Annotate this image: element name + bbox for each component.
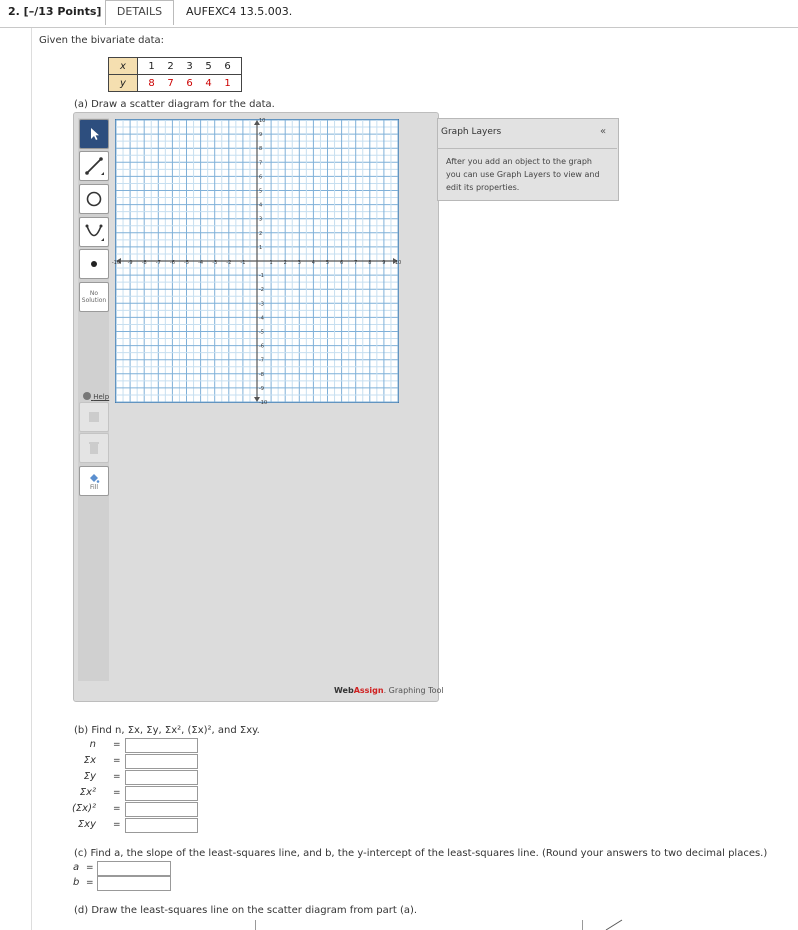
point-icon (89, 259, 99, 269)
circle-icon (84, 189, 104, 209)
help-label: Help (93, 393, 110, 401)
x-tick-label: -3 (212, 260, 218, 266)
x-tick-label: 3 (297, 260, 301, 266)
no-solution-label-1: No (89, 290, 99, 297)
circle-tool-button[interactable] (79, 184, 109, 214)
y-tick-label: 1 (259, 244, 263, 251)
x-tick-label: 1 (269, 260, 273, 266)
x-value: 2 (167, 60, 174, 72)
y-value: 4 (205, 77, 212, 89)
layers-divider (437, 148, 617, 149)
y-tick-label: -6 (259, 343, 264, 350)
part-c-answer-input[interactable] (97, 876, 171, 891)
x-tick-label: 4 (311, 260, 315, 266)
part-b-label: Σx (83, 755, 96, 766)
problem-code: AUFEXC4 13.5.003. (186, 5, 293, 18)
parabola-icon (83, 221, 105, 243)
equals-sign: = (113, 820, 121, 830)
part-b-label: Σx² (79, 787, 96, 798)
part-b-answer-input[interactable] (125, 770, 198, 785)
part-b-answer-input[interactable] (125, 738, 198, 753)
prompt-text: Given the bivariate data: (39, 35, 165, 46)
part-b-answer-input[interactable] (125, 754, 198, 769)
equals-sign: = (113, 772, 121, 782)
x-tick-label: 9 (382, 260, 386, 266)
line-tool-button[interactable] (79, 151, 109, 181)
x-tick-label: -4 (198, 260, 204, 266)
equals-sign: = (86, 863, 94, 873)
graph-layers-description: After you add an object to the graph you can use Graph Layers to view and edit its properties. (446, 157, 600, 192)
brand-assign: Assign (353, 686, 384, 695)
x-tick-label: -1 (240, 260, 246, 266)
delete-layer-button[interactable] (79, 402, 109, 432)
x-tick-label: -8 (141, 260, 147, 266)
equals-sign: = (113, 756, 121, 766)
y-value: 8 (148, 77, 155, 89)
y-tick-label: 5 (259, 188, 263, 195)
help-link[interactable] (83, 392, 109, 401)
part-c-label: b (73, 877, 80, 888)
graph-fragment (582, 920, 583, 930)
equals-sign: = (113, 788, 121, 798)
y-tick-label: 7 (259, 160, 263, 167)
bivariate-data-table (108, 57, 242, 92)
part-d-prompt: (d) Draw the least-squares line on the scatter diagram from part (a). (74, 905, 418, 916)
part-b-prompt: (b) Find n, Σx, Σy, Σx², (Σx)², and Σxy. (74, 725, 260, 736)
y-tick-label: -1 (259, 273, 264, 280)
part-c-answer-input[interactable] (97, 861, 171, 876)
x-tick-label: 5 (325, 260, 330, 266)
x-tick-label: -9 (127, 260, 133, 266)
part-c-prompt: (c) Find a, the slope of the least-squares line, and b, the y-intercept of the least-squares line. (Round your answers to two decimal places.) (74, 848, 768, 859)
y-tick-label: -5 (259, 329, 264, 336)
y-header: y (109, 75, 138, 92)
x-value: 3 (186, 60, 193, 72)
x-value: 1 (148, 60, 155, 72)
x-value: 5 (205, 60, 212, 72)
part-b-label: (Σx)² (71, 803, 96, 814)
y-tick-label: -10 (259, 400, 268, 406)
x-tick-label: -5 (184, 260, 189, 266)
x-tick-label: -2 (226, 260, 232, 266)
x-header: x (109, 58, 138, 75)
no-solution-button[interactable] (79, 282, 109, 312)
brand-suffix: . Graphing Tool (383, 686, 444, 695)
line-segment-icon (83, 155, 105, 177)
collapse-icon[interactable]: « (600, 126, 607, 137)
trash-icon (88, 441, 100, 455)
coordinate-grid (111, 118, 402, 406)
x-tick-label: 10 (394, 260, 402, 266)
y-value: 6 (186, 77, 193, 89)
square-icon (89, 412, 99, 422)
y-tick-label: 4 (259, 202, 263, 209)
y-value: 7 (167, 77, 174, 89)
fill-button[interactable] (79, 466, 109, 496)
select-tool-button[interactable] (79, 119, 109, 149)
part-a-prompt: (a) Draw a scatter diagram for the data. (74, 99, 275, 110)
y-values (138, 75, 242, 92)
part-b-label: n (89, 739, 96, 750)
y-tick-label: 3 (259, 216, 263, 223)
y-tick-label: -7 (259, 357, 264, 364)
x-tick-label: -10 (111, 260, 121, 266)
y-tick-label: 2 (259, 230, 263, 237)
details-tab[interactable]: DETAILS (105, 0, 174, 25)
fill-label: Fill (89, 483, 98, 491)
x-tick-label: 8 (368, 260, 372, 266)
x-tick-label: 2 (283, 260, 287, 266)
equals-sign: = (113, 740, 121, 750)
graph-fragment (255, 920, 256, 930)
y-tick-label: 10 (259, 118, 266, 124)
y-value: 1 (224, 77, 231, 89)
x-tick-label: 7 (354, 260, 358, 266)
y-tick-label: -4 (259, 315, 264, 322)
no-solution-label-2: Solution (81, 297, 107, 304)
equals-sign: = (86, 878, 94, 888)
graph-layers-title: Graph Layers (441, 127, 502, 137)
part-c-label: a (73, 862, 80, 873)
x-tick-label: 6 (340, 260, 344, 266)
trash-button[interactable] (79, 433, 109, 463)
y-tick-label: 9 (259, 132, 263, 139)
part-b-answer-input[interactable] (125, 802, 198, 817)
paint-bucket-icon (88, 472, 100, 484)
y-tick-label: -9 (259, 385, 264, 392)
point-tool-button[interactable] (79, 249, 109, 279)
help-icon (83, 392, 91, 400)
y-tick-label: -3 (259, 301, 264, 308)
select-arrow-icon (87, 127, 101, 141)
webassign-brand (334, 686, 444, 695)
y-tick-label: 8 (259, 146, 263, 153)
parabola-tool-button[interactable] (79, 217, 109, 247)
y-tick-label: -2 (259, 287, 264, 294)
brand-web: Web (334, 686, 354, 695)
x-tick-label: -6 (169, 260, 175, 266)
y-tick-label: 6 (259, 174, 263, 181)
y-tick-label: -8 (259, 371, 264, 378)
part-b-answer-input[interactable] (125, 786, 198, 801)
x-values (138, 58, 242, 75)
x-tick-label: -7 (155, 260, 161, 266)
x-value: 6 (224, 60, 231, 72)
graph-canvas[interactable] (111, 118, 402, 406)
graph-fragment-line (604, 918, 624, 930)
part-b-label: Σy (83, 771, 96, 782)
equals-sign: = (113, 804, 121, 814)
part-b-answer-input[interactable] (125, 818, 198, 833)
question-number: 2. [–/13 Points] (8, 5, 102, 18)
part-b-label: Σxy (77, 819, 96, 830)
question-left-border (31, 28, 32, 930)
